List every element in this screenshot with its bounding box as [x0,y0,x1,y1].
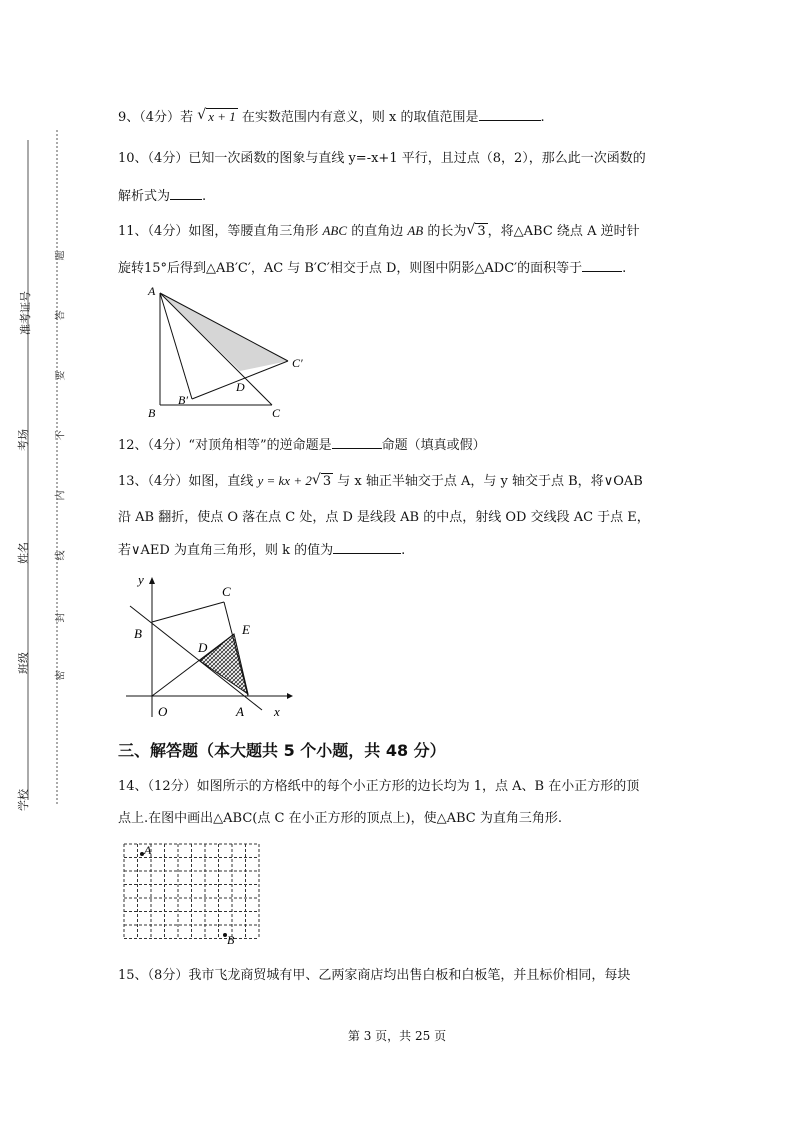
question-score: （8分） [147,968,189,983]
label-a: A [236,704,244,719]
sqrt-expression: √ 3 [311,472,332,489]
label-c-prime: C′ [292,356,303,370]
sqrt-expression: √ 3 [466,222,486,239]
margin-label-exam-number: 准考证号 [19,291,32,335]
question-number: 14、 [118,779,148,794]
margin-label-school: 学校 [17,789,30,811]
label-o: O [158,704,168,719]
question-score: （12分） [147,779,197,794]
label-b: B [134,626,142,641]
seal-char: 要 [55,370,67,381]
segment-bc [152,602,224,622]
question-score: （4分） [147,438,189,453]
question-text: . [540,110,545,125]
question-13-line3 [118,541,678,560]
label-y: y [138,572,144,587]
question-text: . [401,543,406,558]
question-12 [118,436,678,455]
question-text: 命题（填真或假） [381,438,486,453]
question-text: 若∨AED 为直角三角形，则 k 的值为 [118,543,334,558]
math-symbol: ABC [322,223,348,238]
question-text: 的长为 [427,224,467,239]
question-text: 我市飞龙商贸城有甲、乙两家商店均出售白板和白板笔，并且标价相同，每块 [188,968,631,983]
question-text: 解析式为 [118,189,171,204]
equation: y = kx + 2 [257,473,312,488]
question-text: “对顶角相等”的逆命题是 [188,438,332,453]
question-text: 在实数范围内有意义，则 x 的取值范围是 [241,110,479,125]
question-number: 15、 [118,968,148,983]
label-a: A [144,843,152,857]
question-text: 若 [180,110,194,125]
question-score: （4分） [147,151,189,166]
figure-q13 [122,572,297,722]
label-a: A [148,284,156,298]
margin-lines [0,120,80,940]
question-text: 如图所示的方格纸中的每个小正方形的边长均为 1，点 A、B 在小正方形的顶 [196,779,640,794]
question-number: 10、 [118,151,148,166]
margin-label-exam-room: 考场 [17,429,30,451]
seal-char: 线 [55,550,67,561]
margin-label-class: 班级 [17,652,30,674]
figure-q11 [142,283,312,423]
section-heading: 三、解答题（本大题共 5 个小题，共 48 分） [118,741,446,760]
label-b-prime: B′ [178,393,188,407]
x-axis-arrow [287,693,293,699]
label-c: C [272,406,281,420]
radicand: x + 1 [208,109,236,124]
question-13-line2 [118,509,678,527]
question-text: . [202,189,207,204]
label-d: D [236,380,245,394]
question-number: 13、 [118,474,148,489]
question-9 [118,108,678,127]
question-text: 与 x 轴正半轴交于点 A，与 y 轴交于点 B，将 [337,474,604,489]
question-text: . [622,261,627,276]
radicand: 3 [322,474,332,489]
question-text: 如图，直线 [188,474,254,489]
question-text: 的直角边 [351,224,404,239]
question-15 [118,967,678,985]
sqrt-expression: √ x + 1 [197,107,236,124]
question-number: 12、 [118,438,148,453]
math-symbol: ∨OAB [603,474,643,489]
question-text: 点上.在图中画出△ABC(点 C 在小正方形的顶点上)，使△ABC 为直角三角形. [118,811,563,826]
shaded-triangle-adc-prime [160,293,288,371]
answer-blank[interactable] [333,541,401,554]
page-footer: 第 3 页，共 25 页 [347,1029,447,1043]
figure-q14-grid [120,840,262,952]
question-text: 已知一次函数的图象与直线 y=-x+1 平行，且过点（8，2），那么此一次函数的 [188,151,646,166]
question-number: 11、 [118,224,148,239]
seal-char: 答 [55,310,67,321]
radicand: 3 [477,224,486,239]
question-14 [118,778,678,796]
question-14-line2 [118,810,678,828]
question-text: ，将△ABC 绕点 A 逆时针 [487,224,640,239]
label-c: C [222,584,231,599]
label-b: B [227,933,235,947]
seal-char: 内 [55,490,67,501]
question-11 [118,222,678,241]
seal-char: 封 [55,612,67,623]
seal-char: 题 [55,250,67,261]
question-10 [118,150,678,168]
label-b: B [148,406,156,420]
label-e: E [242,622,250,637]
question-text: 如图，等腰直角三角形 [188,224,319,239]
label-d: D [198,640,208,655]
y-axis-arrow [149,577,155,584]
math-symbol: AB [407,223,424,238]
question-11-line2 [118,259,678,278]
question-text: 旋转15°后得到△AB′C′，AC 与 B′C′相交于点 D，则图中阴影△ADC′的面积等于 [118,261,583,276]
question-text: 沿 AB 翻折，使点 O 落在点 C 处，点 D 是线段 AB 的中点，射线 OD 交线段 AC 于点 E， [118,510,650,525]
seal-char: 密 [55,670,67,681]
answer-blank[interactable] [582,259,622,272]
answer-blank[interactable] [332,436,382,449]
margin-label-name: 姓名 [17,542,30,564]
question-score: （4分） [147,474,189,489]
question-13 [118,472,678,491]
question-score: （4分） [147,224,189,239]
question-10-line2 [118,187,678,206]
question-score: （4分） [139,110,181,125]
label-x: x [274,704,280,719]
seal-char: 不 [55,430,67,441]
question-number: 9、 [118,110,140,125]
answer-blank[interactable] [479,108,541,121]
answer-blank[interactable] [170,187,202,200]
